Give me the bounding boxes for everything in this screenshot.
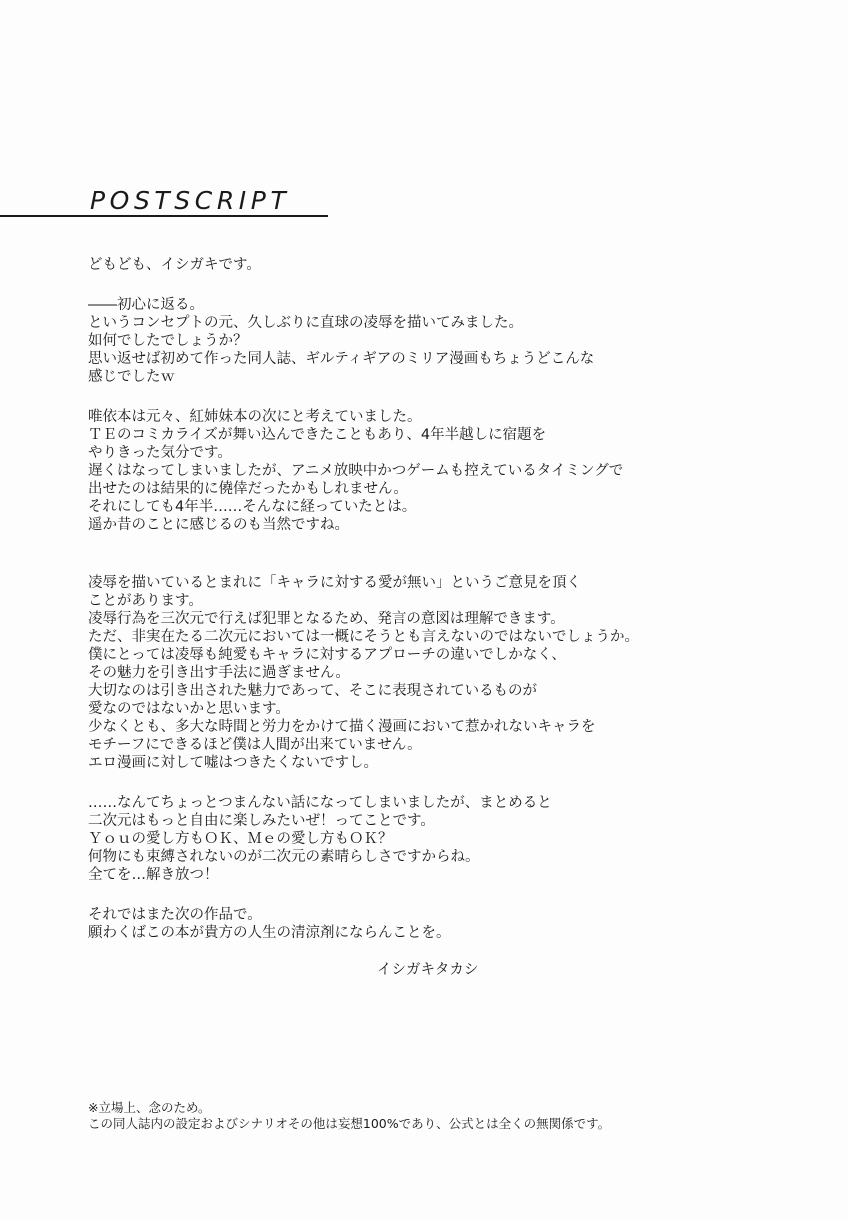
body-line: 全てを…解き放つ！ (88, 867, 219, 883)
body-line: エロ漫画に対して嘘はつきたくないですし。 (88, 755, 378, 771)
paragraph-concept (88, 296, 788, 386)
body-line: やりきった気分です。 (88, 445, 232, 461)
body-line: 凌辱行為を三次元で行えば犯罪となるため、発言の意図は理解できます。 (88, 611, 565, 627)
body-line: それではまた次の作品で。 (88, 907, 262, 923)
paragraph-opinion (88, 574, 788, 772)
body-line: ――初心に返る。 (88, 297, 204, 313)
body-line: 遥か昔のことに感じるのも当然ですね。 (88, 517, 349, 533)
page-title: POSTSCRIPT (90, 186, 291, 215)
body-line: 大切なのは引き出された魅力であって、そこに表現されているものが (88, 683, 538, 699)
body-line: 如何でしたでしょうか？ (88, 333, 248, 349)
body-line: というコンセプトの元、久しぶりに直球の凌辱を描いてみました。 (88, 315, 523, 331)
body-line: ……なんてちょっとつまんない話になってしまいましたが、まとめると (88, 795, 552, 811)
body-line: どもども、イシガキです。 (88, 257, 261, 273)
body-line: 少なくとも、多大な時間と労力をかけて描く漫画において惹かれないキャラを (88, 719, 596, 735)
note-line: ※立場上、念のため。 (88, 1100, 211, 1115)
body-line: Ｙｏｕの愛し方もＯＫ、Ｍｅの愛し方もＯＫ？ (88, 831, 393, 847)
body-line: 出せたのは結果的に僥倖だったかもしれません。 (88, 481, 408, 497)
body-line: ＴＥのコミカライズが舞い込んできたこともあり、4年半越しに宿題を (88, 427, 547, 443)
postscript-body (88, 256, 788, 942)
paragraph-greeting (88, 256, 788, 274)
title-underline (0, 215, 328, 217)
paragraph-background (88, 408, 788, 534)
body-line: それにしても4年半……そんなに経っていたとは。 (88, 499, 417, 515)
body-line: その魅力を引き出す手法に過ぎません。 (88, 665, 350, 681)
body-line: 遅くはなってしまいましたが、アニメ放映中かつゲームも控えているタイミングで (88, 463, 624, 479)
body-line: 愛なのではないかと思います。 (88, 701, 290, 717)
body-line: 思い返せば初めて作った同人誌、ギルティギアのミリア漫画もちょうどこんな (88, 351, 595, 367)
disclaimer-notes (88, 1100, 808, 1132)
note-line: この同人誌内の設定およびシナリオその他は妄想100%であり、公式とは全くの無関係です。 (88, 1116, 611, 1131)
body-line: 唯依本は元々、紅姉妹本の次にと考えていました。 (88, 409, 422, 425)
body-line: 僕にとっては凌辱も純愛もキャラに対するアプローチの違いでしかなく、 (88, 647, 566, 663)
author-signature: イシガキタカシ (377, 962, 479, 978)
body-line: ただ、非実在たる二次元においては一概にそうとも言えないのではないでしょうか。 (88, 629, 639, 645)
body-line: 二次元はもっと自由に楽しみたいぜ！ってことです。 (88, 813, 435, 829)
body-line: モチーフにできるほど僕は人間が出来ていません。 (88, 737, 422, 753)
body-line: 凌辱を描いているとまれに「キャラに対する愛が無い」というご意見を頂く (88, 575, 581, 591)
paragraph-summary (88, 794, 788, 884)
body-line: 願わくばこの本が貴方の人生の清涼剤にならんことを。 (88, 925, 451, 941)
body-line: 感じでしたｗ (88, 369, 175, 385)
body-line: ことがあります。 (88, 593, 203, 609)
paragraph-closing (88, 906, 788, 942)
body-line: 何物にも束縛されないのが二次元の素晴らしさですからね。 (88, 849, 480, 865)
